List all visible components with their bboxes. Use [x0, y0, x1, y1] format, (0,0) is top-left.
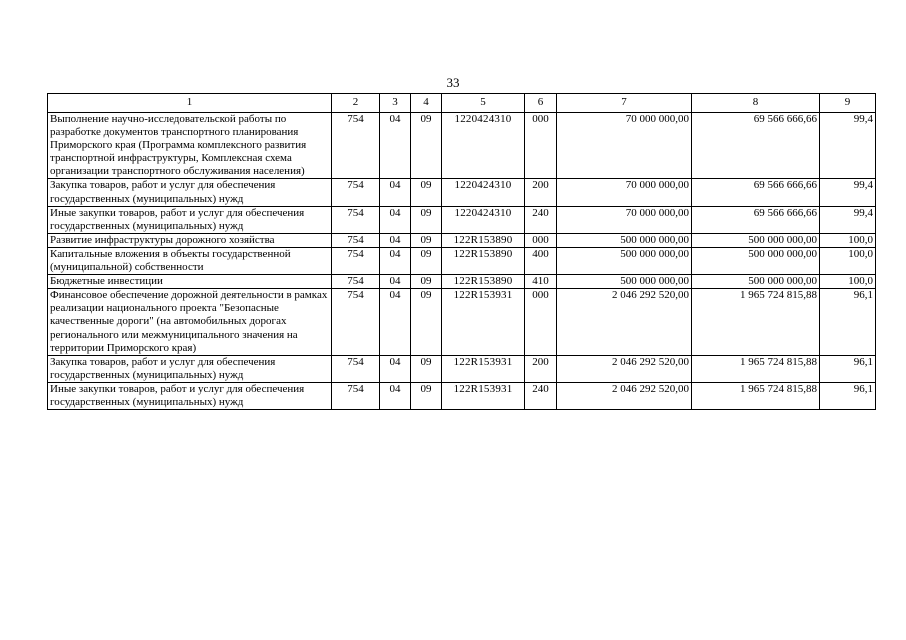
planned-amount: 2 046 292 520,00 — [557, 289, 692, 355]
target-article-code: 122R153890 — [442, 233, 525, 247]
executed-amount: 69 566 666,66 — [692, 113, 820, 179]
subsection-code: 09 — [411, 179, 442, 206]
header-cell: 2 — [332, 94, 380, 113]
execution-percent: 96,1 — [820, 289, 876, 355]
subsection-code: 09 — [411, 113, 442, 179]
section-code: 04 — [380, 247, 411, 274]
admin-code: 754 — [332, 113, 380, 179]
expense-type-code: 410 — [525, 275, 557, 289]
execution-percent: 96,1 — [820, 382, 876, 409]
admin-code: 754 — [332, 233, 380, 247]
row-name: Финансовое обеспечение дорожной деятельности в рамках реализации национального проекта "Безопасные качественные дороги" (на автомобильных дорогах регионального или межмуниципального значения на территории Приморского края) — [48, 289, 332, 355]
planned-amount: 70 000 000,00 — [557, 179, 692, 206]
executed-amount: 500 000 000,00 — [692, 247, 820, 274]
subsection-code: 09 — [411, 275, 442, 289]
header-row — [48, 94, 876, 113]
execution-percent: 99,4 — [820, 206, 876, 233]
expense-type-code: 000 — [525, 289, 557, 355]
row-name: Бюджетные инвестиции — [48, 275, 332, 289]
header-cell: 7 — [557, 94, 692, 113]
admin-code: 754 — [332, 382, 380, 409]
subsection-code: 09 — [411, 233, 442, 247]
expense-type-code: 000 — [525, 113, 557, 179]
table-row — [48, 233, 876, 247]
target-article-code: 1220424310 — [442, 179, 525, 206]
section-code: 04 — [380, 179, 411, 206]
admin-code: 754 — [332, 206, 380, 233]
executed-amount: 1 965 724 815,88 — [692, 382, 820, 409]
subsection-code: 09 — [411, 206, 442, 233]
planned-amount: 2 046 292 520,00 — [557, 382, 692, 409]
row-name: Иные закупки товаров, работ и услуг для обеспечения государственных (муниципальных) нужд — [48, 206, 332, 233]
executed-amount: 1 965 724 815,88 — [692, 355, 820, 382]
subsection-code: 09 — [411, 289, 442, 355]
page-number: 33 — [446, 75, 460, 90]
row-name: Иные закупки товаров, работ и услуг для обеспечения государственных (муниципальных) нужд — [48, 382, 332, 409]
header-cell: 3 — [380, 94, 411, 113]
planned-amount: 500 000 000,00 — [557, 275, 692, 289]
section-code: 04 — [380, 113, 411, 179]
row-name: Закупка товаров, работ и услуг для обеспечения государственных (муниципальных) нужд — [48, 179, 332, 206]
executed-amount: 69 566 666,66 — [692, 206, 820, 233]
admin-code: 754 — [332, 247, 380, 274]
row-name: Капитальные вложения в объекты государственной (муниципальной) собственности — [48, 247, 332, 274]
target-article-code: 122R153890 — [442, 275, 525, 289]
expense-type-code: 200 — [525, 355, 557, 382]
table-row — [48, 247, 876, 274]
header-cell: 9 — [820, 94, 876, 113]
expense-type-code: 400 — [525, 247, 557, 274]
target-article-code: 122R153931 — [442, 289, 525, 355]
planned-amount: 70 000 000,00 — [557, 113, 692, 179]
target-article-code: 1220424310 — [442, 113, 525, 179]
table-row — [48, 179, 876, 206]
subsection-code: 09 — [411, 382, 442, 409]
header-cell: 1 — [48, 94, 332, 113]
section-code: 04 — [380, 206, 411, 233]
execution-percent: 100,0 — [820, 275, 876, 289]
table-row — [48, 382, 876, 409]
budget-table — [47, 93, 876, 410]
target-article-code: 122R153890 — [442, 247, 525, 274]
expense-type-code: 200 — [525, 179, 557, 206]
header-cell: 8 — [692, 94, 820, 113]
execution-percent: 99,4 — [820, 113, 876, 179]
section-code: 04 — [380, 289, 411, 355]
table-row — [48, 289, 876, 355]
executed-amount: 1 965 724 815,88 — [692, 289, 820, 355]
table-row — [48, 206, 876, 233]
row-name: Закупка товаров, работ и услуг для обеспечения государственных (муниципальных) нужд — [48, 355, 332, 382]
section-code: 04 — [380, 382, 411, 409]
section-code: 04 — [380, 355, 411, 382]
table-row — [48, 355, 876, 382]
admin-code: 754 — [332, 355, 380, 382]
execution-percent: 99,4 — [820, 179, 876, 206]
execution-percent: 100,0 — [820, 233, 876, 247]
subsection-code: 09 — [411, 247, 442, 274]
target-article-code: 122R153931 — [442, 382, 525, 409]
header-cell: 5 — [442, 94, 525, 113]
expense-type-code: 240 — [525, 382, 557, 409]
expense-type-code: 240 — [525, 206, 557, 233]
executed-amount: 69 566 666,66 — [692, 179, 820, 206]
row-name: Развитие инфраструктуры дорожного хозяйства — [48, 233, 332, 247]
admin-code: 754 — [332, 179, 380, 206]
execution-percent: 100,0 — [820, 247, 876, 274]
target-article-code: 122R153931 — [442, 355, 525, 382]
header-cell: 6 — [525, 94, 557, 113]
planned-amount: 500 000 000,00 — [557, 233, 692, 247]
subsection-code: 09 — [411, 355, 442, 382]
table-row — [48, 113, 876, 179]
planned-amount: 2 046 292 520,00 — [557, 355, 692, 382]
executed-amount: 500 000 000,00 — [692, 233, 820, 247]
executed-amount: 500 000 000,00 — [692, 275, 820, 289]
admin-code: 754 — [332, 289, 380, 355]
section-code: 04 — [380, 275, 411, 289]
expense-type-code: 000 — [525, 233, 557, 247]
planned-amount: 70 000 000,00 — [557, 206, 692, 233]
target-article-code: 1220424310 — [442, 206, 525, 233]
row-name: Выполнение научно-исследовательской работы по разработке документов транспортного планирования Приморского края (Программа комплексного развития транспортной инфраструктуры, Комплексная схема организации транспортного обслуживания населения) — [48, 113, 332, 179]
section-code: 04 — [380, 233, 411, 247]
header-cell: 4 — [411, 94, 442, 113]
planned-amount: 500 000 000,00 — [557, 247, 692, 274]
table-row — [48, 275, 876, 289]
admin-code: 754 — [332, 275, 380, 289]
execution-percent: 96,1 — [820, 355, 876, 382]
